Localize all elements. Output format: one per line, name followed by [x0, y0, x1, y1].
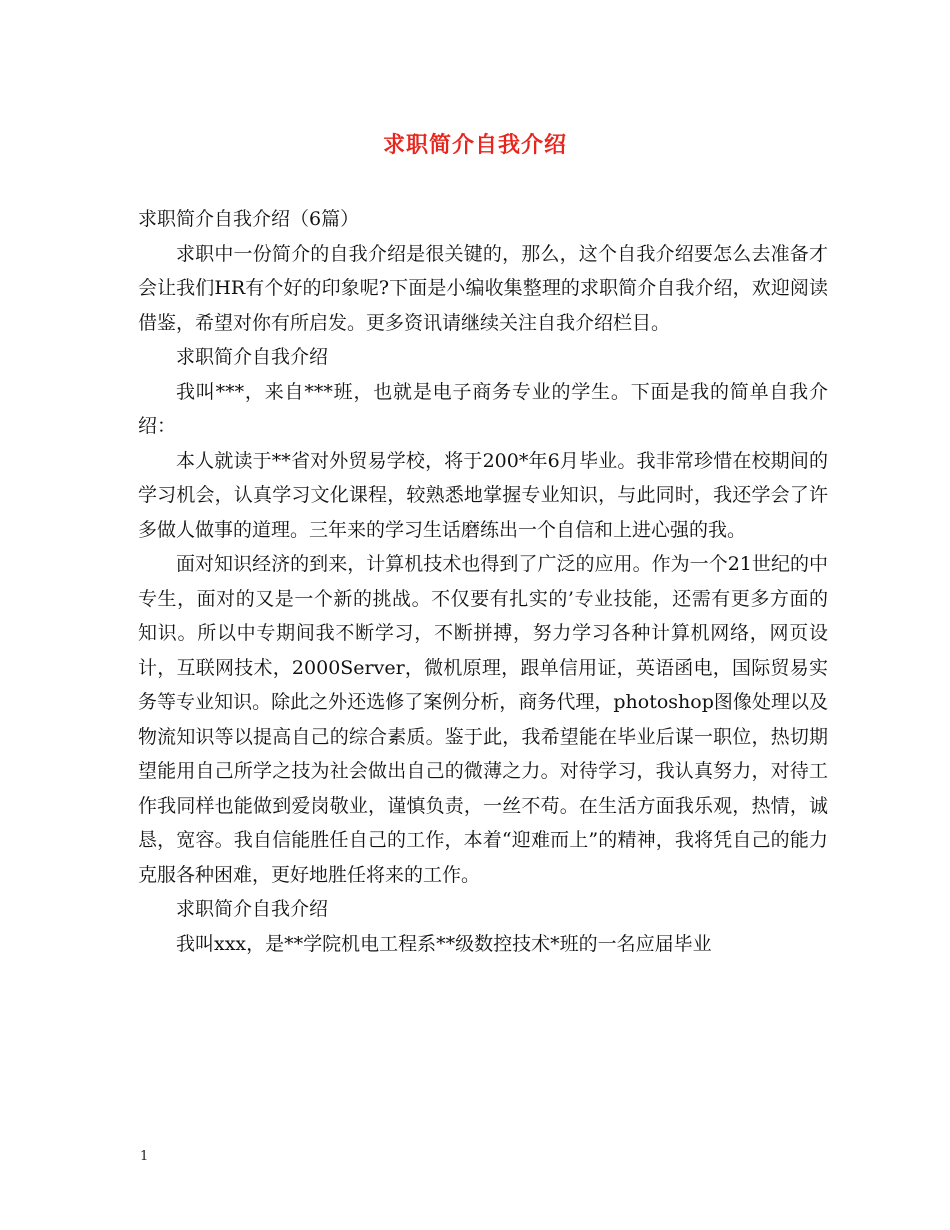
document-title: 求职简介自我介绍 — [382, 132, 567, 158]
paragraph: 我叫***，来自***班，也就是电子商务专业的学生。下面是我的简单自我介绍： — [138, 380, 828, 437]
paragraph-subtitle: 求职简介自我介绍（6篇） — [138, 208, 360, 230]
paragraph: 面对知识经济的到来，计算机技术也得到了广泛的应用。作为一个21世纪的中专生，面对的又是一个新的挑战。不仅要有扎实的’专业技能，还需有更多方面的知识。所以中专期间我不断学习，不断拼搏，努力学习各种计算机网络，网页设计，互联网技术，2000Server，微机原理，跟单信用证，英语函电，国际贸易实务等专业知识。除此之外还选修了案例分析，商务代理，photoshop图像处理以及物流知识等以提高自己的综合素质。鉴于此，我希望能在毕业后谋一职位，热切期望能用自己所学之技为社会做出自己的微薄之力。对待学习，我认真努力，对待工作我同样也能做到爱岗敬业，谨慎负责，一丝不苟。在生活方面我乐观，热情，诚恳，宽容。我自信能胜任自己的工作，本着“迎难而上”的精神，我将凭自己的能力克服各种困难，更好地胜任将来的工作。 — [138, 553, 828, 886]
paragraph-intro: 求职中一份简介的自我介绍是很关键的，那么，这个自我介绍要怎么去准备才会让我们HR有个好的印象呢?下面是小编收集整理的求职简介自我介绍，欢迎阅读借鉴，希望对你有所启发。更多资讯请继续关注自我介绍栏目。 — [138, 242, 828, 334]
paragraph: 本人就读于**省对外贸易学校，将于200*年6月毕业。我非常珍惜在校期间的学习机会，认真学习文化课程，较熟悉地掌握专业知识，与此同时，我还学会了许多做人做事的道理。三年来的学习生话磨练出一个自信和上进心强的我。 — [138, 449, 828, 541]
document-body — [138, 202, 828, 961]
page-number: 1 — [140, 1149, 149, 1164]
section-heading-2: 求职简介自我介绍 — [176, 898, 329, 920]
paragraph: 我叫xxx，是**学院机电工程系**级数控技术*班的一名应届毕业 — [176, 932, 712, 955]
section-heading-1: 求职简介自我介绍 — [176, 346, 329, 368]
